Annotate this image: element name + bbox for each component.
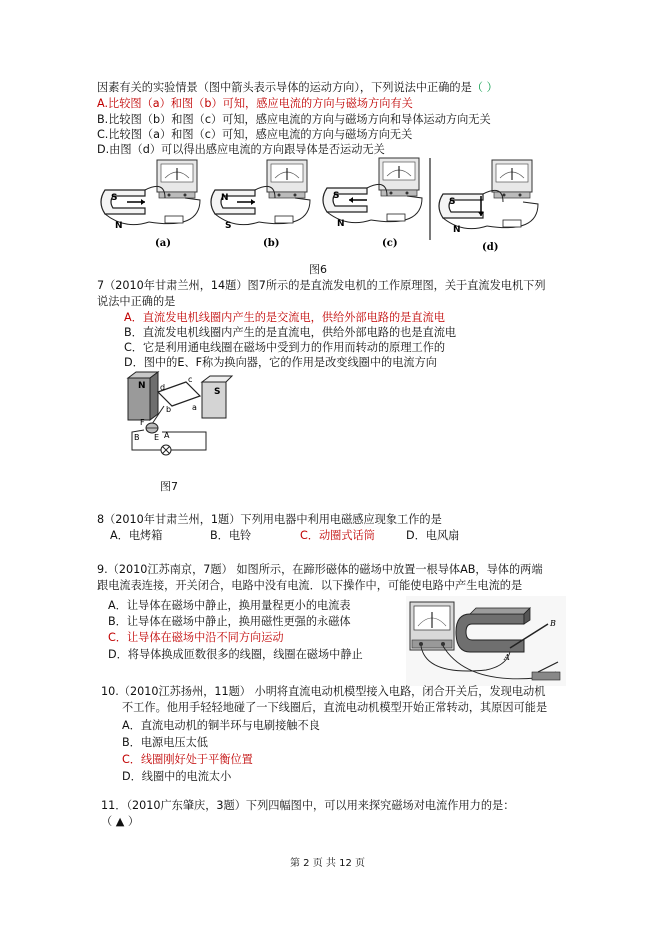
q6-option-a: A.比较图（a）和图（b）可知，感应电流的方向与磁场方向有关 <box>97 97 413 110</box>
q6-option-d: D.由图（d）可以得出感应电流的方向跟导体是否运动无关 <box>97 143 385 156</box>
fig7-label-a: a <box>192 403 197 412</box>
fig7-label-c: c <box>188 375 193 384</box>
fig6-label-n-c: N <box>337 219 345 229</box>
q10-option-b: B．电源电压太低 <box>122 736 208 749</box>
q7-option-a: A．直流发电机线圈内产生的是交流电，供给外部电路的是直流电 <box>124 311 445 324</box>
fig7-label-d: d <box>160 383 166 392</box>
q9-stem-line1: 9.（2010江苏南京，7题） 如图所示，在蹄形磁体的磁场中放置一根导体AB，导体的两端 <box>97 563 543 576</box>
q6-answer-blank: （ ） <box>471 81 498 94</box>
q6-option-b: B.比较图（b）和图（c）可知，感应电流的方向与磁场方向和导体运动方向无关 <box>97 113 491 126</box>
q9-label-a: A <box>504 653 510 662</box>
q8-option-a: A．电烤箱 <box>110 529 163 542</box>
fig6-label-s-c: S <box>333 191 340 201</box>
fig6-label-n-b: N <box>221 193 229 203</box>
fig6-label-s-a: S <box>111 193 118 203</box>
fig7-label-b-brush: B <box>134 433 140 442</box>
q6-stem-text: 因素有关的实验情景（图中箭头表示导体的运动方向），下列说法中正确的是 <box>97 81 472 94</box>
q10-option-c: C．线圈刚好处于平衡位置 <box>122 753 253 766</box>
fig6-sublabel-d: (d) <box>482 242 499 253</box>
figure-7-caption: 图7 <box>160 480 178 493</box>
q7-stem-line2: 说法中正确的是 <box>97 295 176 308</box>
q9-option-d: D．将导体换成匝数很多的线圈，线圈在磁场中静止 <box>108 648 363 661</box>
q10-option-a: A．直流电动机的铜半环与电刷接触不良 <box>122 719 320 732</box>
q6-line1 <box>97 80 498 95</box>
fig6-sublabel-b: (b) <box>263 238 280 249</box>
fig7-label-b: b <box>166 405 172 414</box>
q10-stem-line1: 10.（2010江苏扬州，11题） 小明将直流电动机模型接入电路，闭合开关后，发现电动机 <box>101 685 546 698</box>
page-number-footer: 第 2 页 共 12 页 <box>290 858 365 869</box>
q9-stem-line2: 跟电流表连接，开关闭合，电路中没有电流．以下操作中，可能使电路中产生电流的是 <box>97 579 523 592</box>
figure-7-generator-diagram <box>122 372 232 464</box>
q10-stem-line2: 不工作。他用手轻轻地碰了一下线圈后，直流电动机模型开始正常转动，其原因可能是 <box>122 701 548 714</box>
q8-option-c: C．动圈式话筒 <box>300 529 375 542</box>
q9-option-a: A．让导体在磁场中静止，换用量程更小的电流表 <box>108 599 351 612</box>
fig6-sublabel-a: (a) <box>155 238 171 249</box>
q8-stem: 8（2010年甘肃兰州，1题）下列用电器中利用电磁感应现象工作的是 <box>97 513 442 526</box>
q11-stem: 11．（2010广东肇庆，3题）下列四幅图中，可以用来探究磁场对电流作用力的是： <box>101 799 515 812</box>
q9-option-c: C．让导体在磁场中沿不同方向运动 <box>108 631 284 644</box>
fig7-label-n: N <box>138 381 146 391</box>
q8-option-b: B．电铃 <box>210 529 252 542</box>
fig7-label-s: S <box>214 387 221 397</box>
q9-option-b: B．让导体在磁场中静止，换用磁性更强的永磁体 <box>108 615 351 628</box>
q10-option-d: D．线圈中的电流太小 <box>122 770 232 783</box>
fig7-label-f: F <box>140 418 145 427</box>
q9-label-b: B <box>550 619 556 628</box>
q7-option-c: C．它是利用通电线圈在磁场中受到力的作用而转动的原理工作的 <box>124 341 446 354</box>
fig7-label-a-brush: A <box>164 431 170 440</box>
q8-option-d: D．电风扇 <box>406 529 460 542</box>
fig7-label-e: E <box>154 433 160 442</box>
fig6-label-n-a: N <box>115 221 123 231</box>
figure-6-caption: 图6 <box>309 263 327 276</box>
q6-option-c: C.比较图（a）和图（c）可知，感应电流的方向与磁场方向无关 <box>97 128 413 141</box>
fig6-sublabel-c: (c) <box>382 238 398 249</box>
q7-stem-line1: 7（2010年甘肃兰州，14题）图7所示的是直流发电机的工作原理图，关于直流发电机下列 <box>97 279 546 292</box>
q7-option-d: D．图中的E、F称为换向器，它的作用是改变线圈中的电流方向 <box>124 356 437 369</box>
q9-experiment-diagram <box>406 596 566 686</box>
fig6-label-s-d: S <box>449 197 456 207</box>
figure-6-diagram <box>97 158 557 258</box>
fig6-label-s-b: S <box>225 221 232 231</box>
q7-option-b: B．直流发电机线圈内产生的是直流电，供给外部电路的也是直流电 <box>124 326 457 339</box>
fig6-label-n-d: N <box>453 225 461 235</box>
q11-answer-blank: （ ▲ ） <box>101 815 140 828</box>
